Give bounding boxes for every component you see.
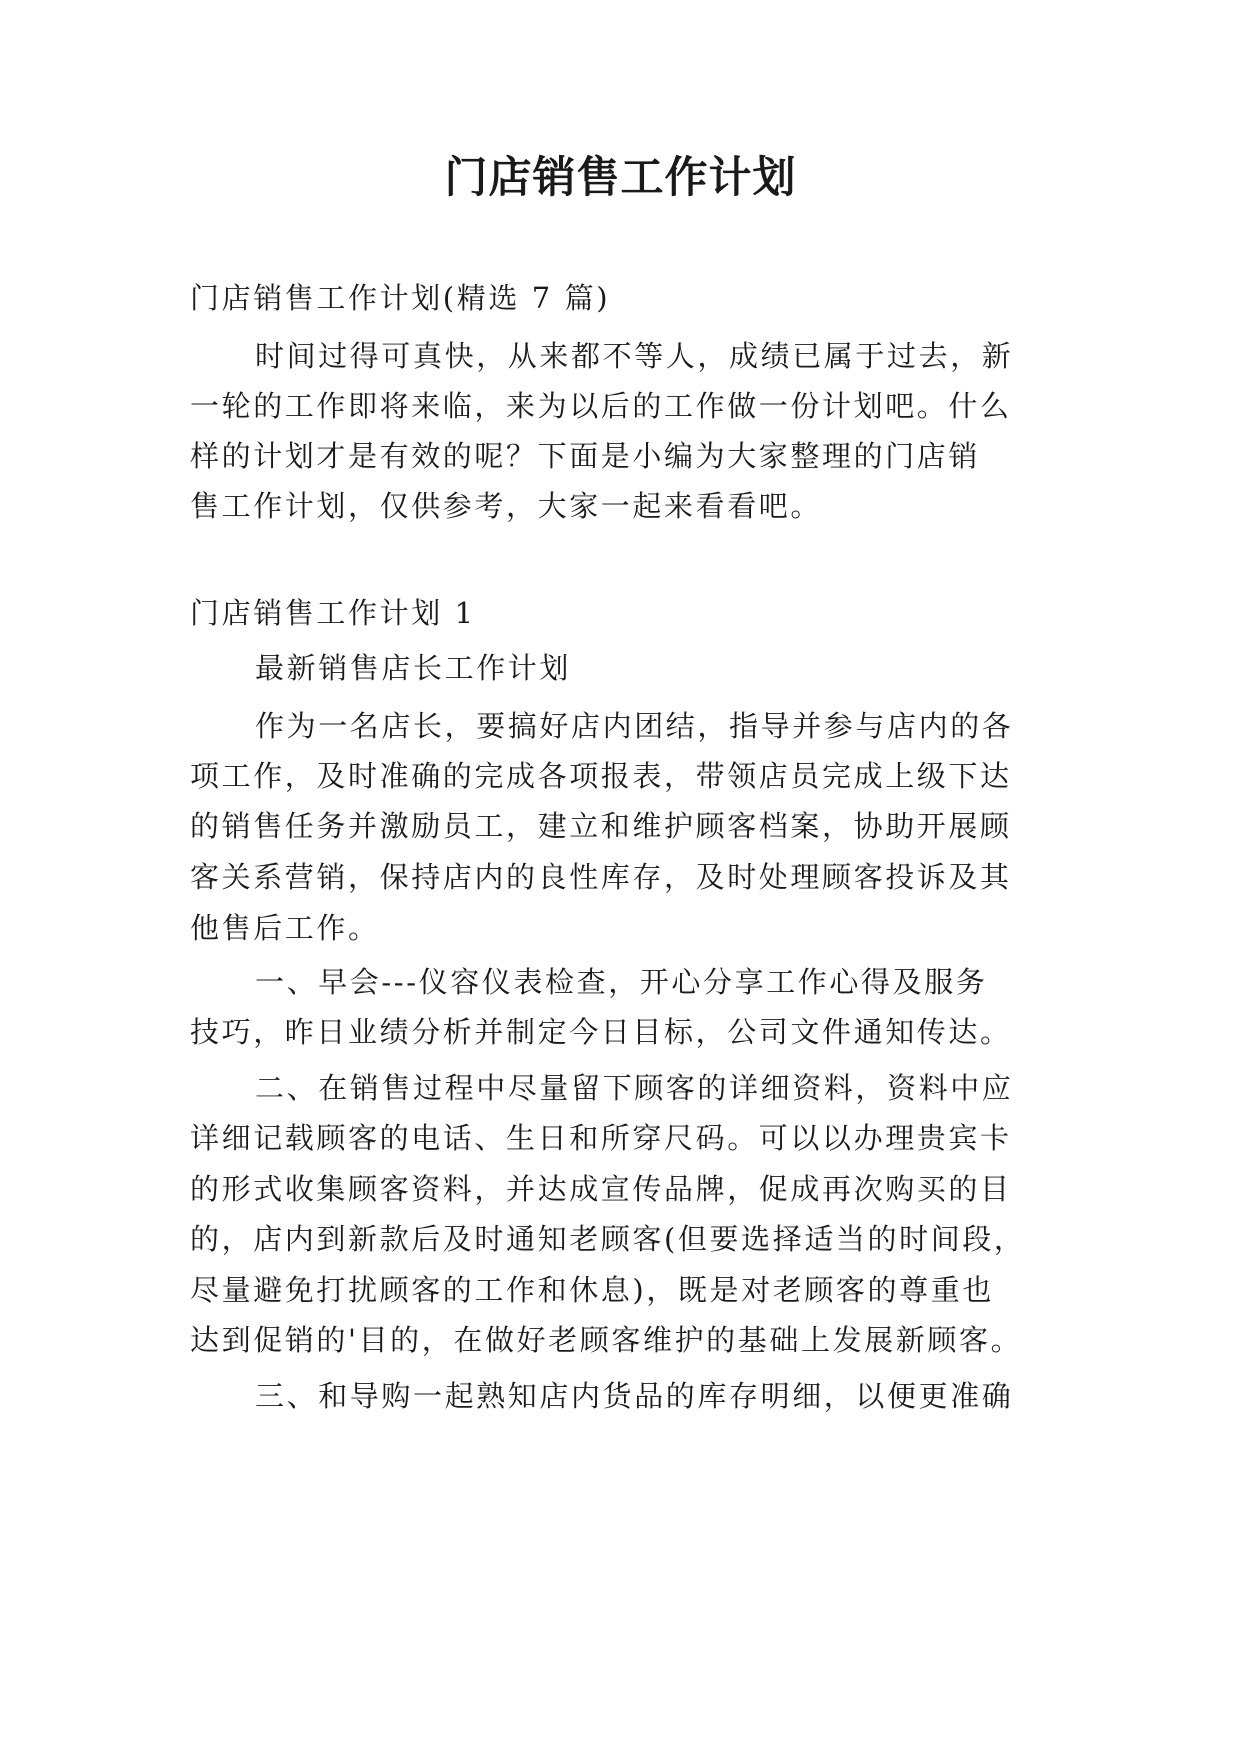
body-paragraph-line: 客关系营销，保持店内的良性库存，及时处理顾客投诉及其 bbox=[190, 860, 1012, 894]
body-paragraph-line: 尽量避免打扰顾客的工作和休息)，既是对老顾客的尊重也 bbox=[190, 1273, 994, 1307]
body-paragraph-line: 作为一名店长，要搞好店内团结，指导并参与店内的各 bbox=[255, 709, 1014, 743]
body-paragraph-line: 三、和导购一起熟知店内货品的库存明细，以便更准确 bbox=[255, 1379, 1014, 1413]
body-paragraph-line: 达到促销的'目的，在做好老顾客维护的基础上发展新顾客。 bbox=[190, 1323, 1023, 1357]
document-title: 门店销售工作计划 bbox=[444, 153, 797, 203]
body-paragraph-line: 他售后工作。 bbox=[190, 911, 380, 945]
body-paragraph-line: 一、早会---仪容仪表检查，开心分享工作心得及服务 bbox=[255, 965, 988, 999]
section-heading: 门店销售工作计划 1 bbox=[190, 596, 476, 630]
body-paragraph-line: 的销售任务并激励员工，建立和维护顾客档案，协助开展顾 bbox=[190, 809, 1012, 843]
intro-paragraph-line: 样的计划才是有效的呢？下面是小编为大家整理的门店销 bbox=[190, 439, 981, 473]
body-paragraph-line: 的形式收集顾客资料，并达成宣传品牌，促成再次购买的目 bbox=[190, 1172, 1012, 1206]
body-paragraph-line: 的，店内到新款后及时通知老顾客(但要选择适当的时间段， bbox=[190, 1222, 1026, 1256]
section-subheading: 最新销售店长工作计划 bbox=[255, 651, 572, 685]
body-paragraph-line: 技巧，昨日业绩分析并制定今日目标，公司文件通知传达。 bbox=[190, 1015, 1012, 1049]
body-paragraph-line: 二、在销售过程中尽量留下顾客的详细资料，资料中应 bbox=[255, 1071, 1014, 1105]
intro-paragraph-line: 售工作计划，仅供参考，大家一起来看看吧。 bbox=[190, 489, 823, 523]
intro-paragraph-line: 一轮的工作即将来临，来为以后的工作做一份计划吧。什么 bbox=[190, 389, 1012, 423]
document-subtitle: 门店销售工作计划(精选 7 篇) bbox=[190, 281, 611, 315]
body-paragraph-line: 项工作，及时准确的完成各项报表，带领店员完成上级下达 bbox=[190, 759, 1012, 793]
intro-paragraph-line: 时间过得可真快，从来都不等人，成绩已属于过去，新 bbox=[255, 339, 1014, 373]
body-paragraph-line: 详细记载顾客的电话、生日和所穿尺码。可以以办理贵宾卡 bbox=[190, 1121, 1012, 1155]
